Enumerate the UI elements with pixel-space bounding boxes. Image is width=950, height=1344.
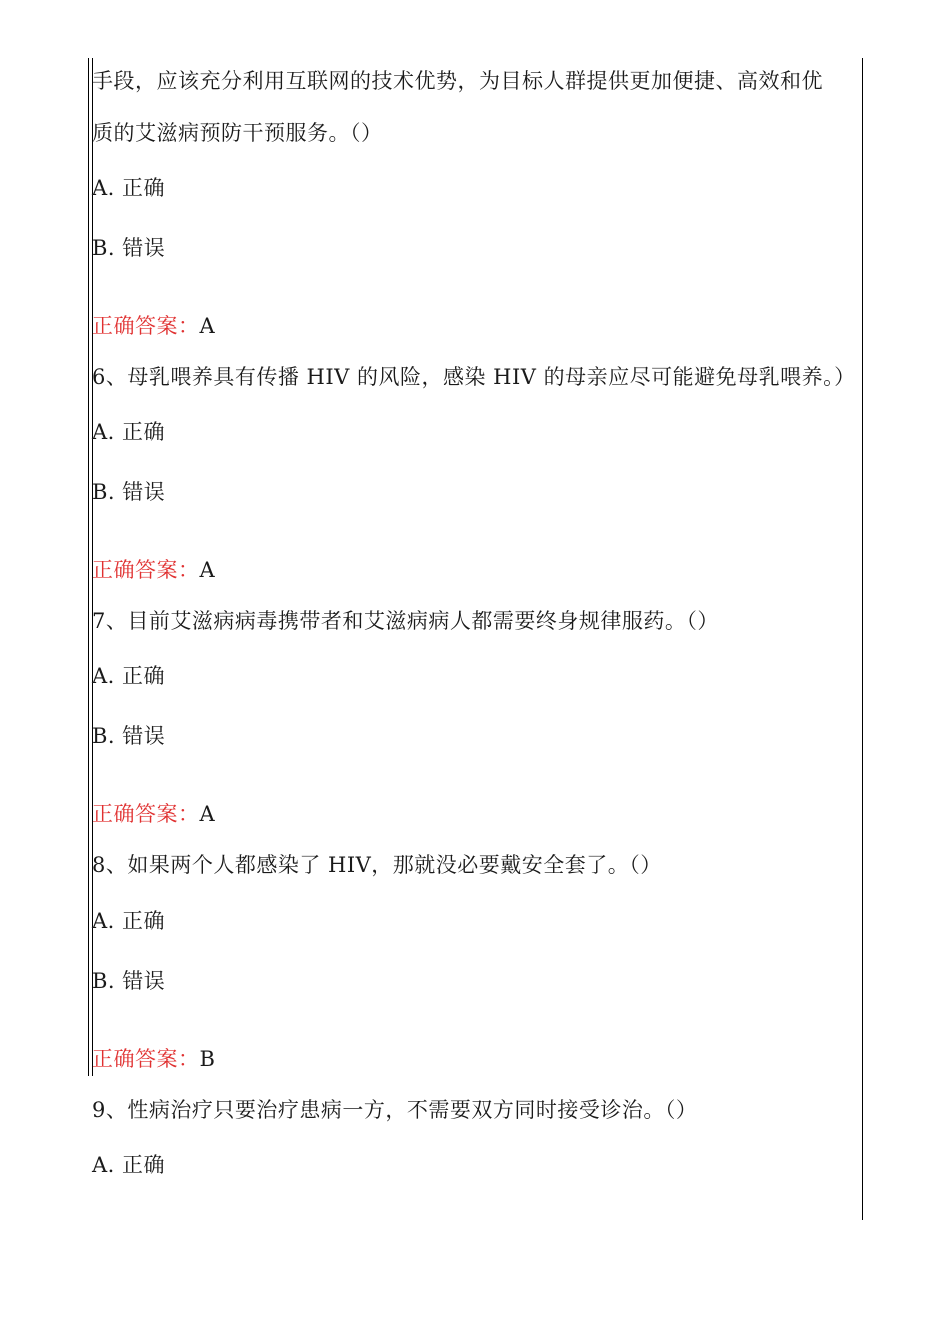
q8-answer-value: B bbox=[199, 1047, 216, 1071]
q5-answer-value: A bbox=[199, 314, 216, 338]
q9-text: 9、性病治疗只要治疗患病一方，不需要双方同时接受诊治。（） bbox=[92, 1098, 698, 1122]
q8-text: 8、如果两个人都感染了 HIV，那就没必要戴安全套了。（） bbox=[92, 853, 662, 877]
q5-answer bbox=[92, 313, 215, 339]
q5-text-line2: 质的艾滋病预防干预服务。（） bbox=[92, 121, 383, 145]
right-border-rule bbox=[862, 58, 863, 1220]
q7-answer-value: A bbox=[199, 802, 216, 826]
q5-answer-label: 正确答案： bbox=[92, 314, 200, 338]
q5-option-b: B. 错误 bbox=[92, 236, 166, 260]
q8-option-a: A. 正确 bbox=[92, 909, 166, 933]
q9-option-a: A. 正确 bbox=[92, 1153, 166, 1177]
q7-option-a: A. 正确 bbox=[92, 664, 166, 688]
q6-text: 6、母乳喂养具有传播 HIV 的风险，感染 HIV 的母亲应尽可能避免母乳喂养。） bbox=[92, 365, 856, 389]
q7-answer-label: 正确答案： bbox=[92, 802, 200, 826]
q8-answer-label: 正确答案： bbox=[92, 1047, 200, 1071]
q5-text-line1: 手段，应该充分利用互联网的技术优势，为目标人群提供更加便捷、高效和优 bbox=[92, 69, 823, 93]
q6-answer-label: 正确答案： bbox=[92, 558, 200, 582]
q5-option-a: A. 正确 bbox=[92, 176, 166, 200]
q6-option-b: B. 错误 bbox=[92, 480, 166, 504]
q8-option-b: B. 错误 bbox=[92, 969, 166, 993]
q6-answer-value: A bbox=[199, 558, 216, 582]
q6-option-a: A. 正确 bbox=[92, 420, 166, 444]
q7-answer bbox=[92, 801, 215, 827]
q6-answer bbox=[92, 557, 215, 583]
q7-text: 7、目前艾滋病病毒携带者和艾滋病病人都需要终身规律服药。（） bbox=[92, 609, 719, 633]
left-border-rule-outer bbox=[88, 58, 89, 1076]
q7-option-b: B. 错误 bbox=[92, 724, 166, 748]
q8-answer bbox=[92, 1046, 215, 1072]
